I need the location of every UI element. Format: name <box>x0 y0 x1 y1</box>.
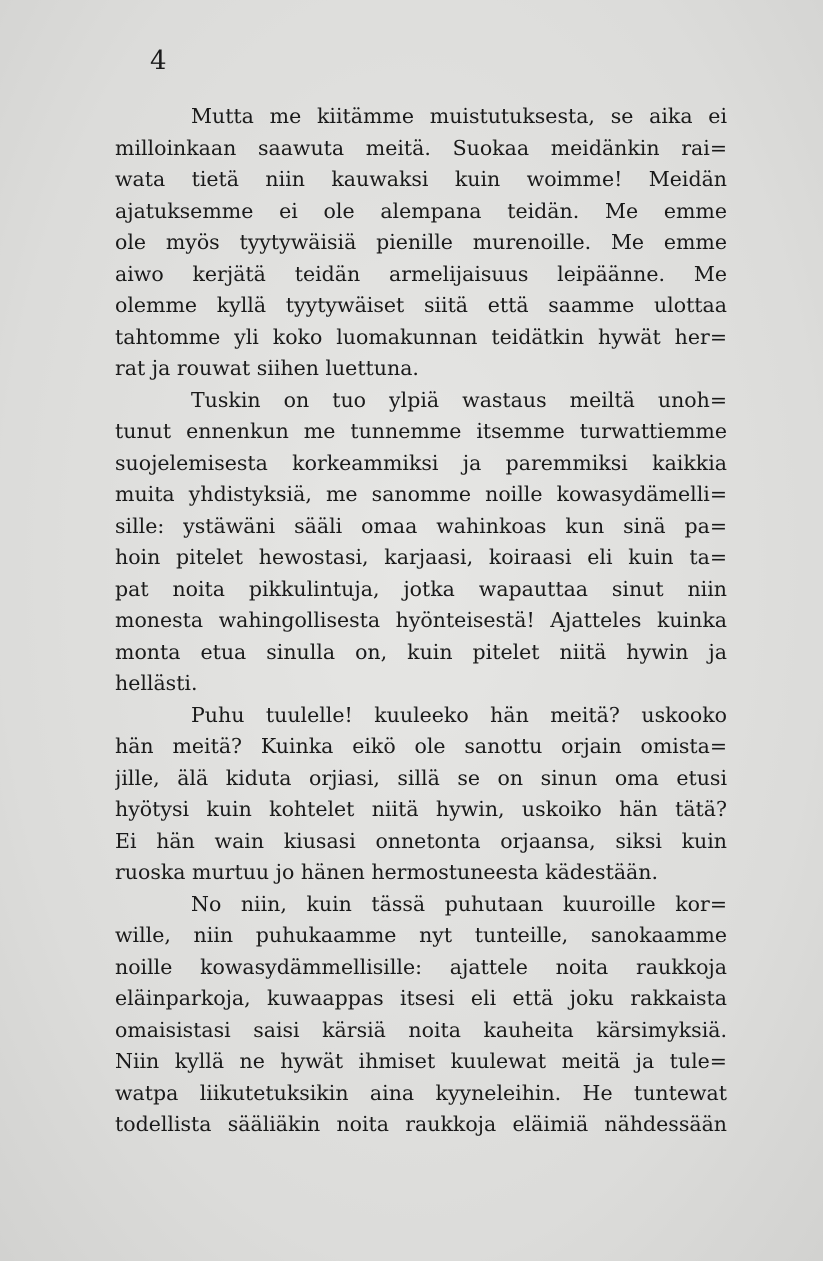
text-line: pat noita pikkulintuja, jotka wapauttaa sinut niin <box>115 576 727 601</box>
text-line: Niin kyllä ne hywät ihmiset kuulewat meitä ja tule= <box>115 1049 727 1073</box>
text-line: monesta wahingollisesta hyönteisestä! Ajatteles kuinka <box>115 608 727 632</box>
text-line: tunut ennenkun me tunnemme itsemme turwattiemme <box>115 419 727 443</box>
text-line: suojelemisesta korkeammiksi ja paremmiksi kaikkia <box>115 450 727 475</box>
text-line: Puhu tuulelle! kuuleeko hän meitä? uskooko <box>191 702 727 727</box>
text-line: No niin, kuin tässä puhutaan kuuroille kor= <box>191 891 727 916</box>
paragraph <box>115 385 727 700</box>
text-line: monta etua sinulla on, kuin pitelet niitä hywin ja <box>115 639 727 664</box>
text-line: muita yhdistyksiä, me sanomme noille kowasydämelli= <box>115 482 727 506</box>
paragraph <box>115 889 727 1141</box>
text-line: hellästi. <box>115 671 198 695</box>
text-line: wille, niin puhukaamme nyt tunteille, sanokaamme <box>115 923 727 947</box>
text-line: Ei hän wain kiusasi onnetonta orjaansa, siksi kuin <box>115 828 727 853</box>
text-line: hyötysi kuin kohtelet niitä hywin, uskoiko hän tätä? <box>115 797 727 821</box>
text-line: jille, älä kiduta orjiasi, sillä se on sinun oma etusi <box>115 765 727 790</box>
text-line: ole myös tyytywäisiä pienille murenoille. Me emme <box>115 230 727 254</box>
text-line: Mutta me kiitämme muistutuksesta, se aika ei <box>191 104 727 128</box>
text-line: eläinparkoja, kuwaappas itsesi eli että joku rakkaista <box>115 986 727 1010</box>
text-line: tahtomme yli koko luomakunnan teidätkin hywät her= <box>115 324 727 349</box>
text-line: ajatuksemme ei ole alempana teidän. Me emme <box>115 198 727 223</box>
body-text <box>115 101 727 1141</box>
paragraph <box>115 700 727 889</box>
text-line: rat ja rouwat siihen luettuna. <box>115 356 419 380</box>
text-line: hän meitä? Kuinka eikö ole sanottu orjain omista= <box>115 734 727 758</box>
text-line: wata tietä niin kauwaksi kuin woimme! Meidän <box>115 167 727 191</box>
text-line: hoin pitelet hewostasi, karjaasi, koiraasi eli kuin ta= <box>115 545 727 569</box>
text-line: todellista sääliäkin noita raukkoja eläimiä nähdessään <box>115 1112 727 1136</box>
text-line: ruoska murtuu jo hänen hermostuneesta kädestään. <box>115 860 658 884</box>
text-line: Tuskin on tuo ylpiä wastaus meiltä unoh= <box>191 387 727 412</box>
paragraph <box>115 101 727 385</box>
text-line: watpa liikutetuksikin aina kyyneleihin. He tuntewat <box>115 1080 727 1105</box>
text-line: sille: ystäwäni sääli omaa wahinkoas kun sinä pa= <box>115 513 727 538</box>
text-line: omaisistasi saisi kärsiä noita kauheita kärsimyksiä. <box>115 1017 727 1042</box>
page-number: 4 <box>150 46 167 76</box>
text-line: milloinkaan saawuta meitä. Suokaa meidänkin rai= <box>115 135 727 160</box>
text-line: olemme kyllä tyytywäiset siitä että saamme ulottaa <box>115 293 727 317</box>
text-line: aiwo kerjätä teidän armelijaisuus leipäänne. Me <box>115 261 727 286</box>
text-line: noille kowasydämmellisille: ajattele noita raukkoja <box>115 954 727 979</box>
